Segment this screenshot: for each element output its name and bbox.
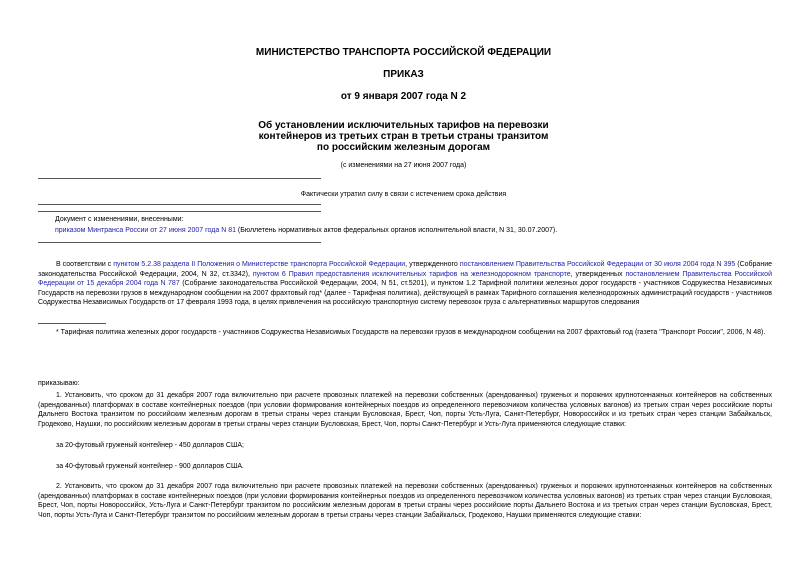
order-lead: приказываю: <box>38 380 80 387</box>
ministry-heading: МИНИСТЕРСТВО ТРАНСПОРТА РОССИЙСКОЙ ФЕДЕРАЦИИ <box>255 47 552 58</box>
preamble-text: , утвержденных <box>570 270 626 278</box>
resolution-395-link[interactable]: постановлением Правительства Российской Федерации от 30 июля 2004 года N 395 <box>459 261 736 268</box>
rate-40ft: за 40-футовый груженый контейнер - 900 долларов США. <box>56 463 244 470</box>
preamble-text: (Собрание законодательства Российской Федерации, 2004, N 32, ст.3342), <box>38 261 772 278</box>
title-line-2: контейнеров из третьих стран в третьи страны транзитом <box>258 131 549 142</box>
doc-type-heading: ПРИКАЗ <box>383 69 424 80</box>
preamble-paragraph <box>38 260 772 308</box>
preamble-text: , утвержденного <box>405 261 460 268</box>
title-line-1: Об установлении исключительных тарифов на перевозки <box>258 120 549 131</box>
changes-note: (с изменениями на 27 июня 2007 года) <box>340 162 467 169</box>
order-paragraph-2: 2. Установить, что сроком до 31 декабря 2007 года включительно при расчете провозных платежей на перевозки собственных (арендованных) груженых и порожних крупнотоннажных контейнеров на собственных (арендованных) платформах в составе контейнерных поездов (при условии формирования контейнерных поездов из определенного перевозчиком количества условных вагонов) из третьих стран через станции Бусловская, Брест, Чоп, порты Новороссийск, Усть-Луга и Санкт-Петербург транзитом по российским железным дорогам в третьи страны через российские порты Дальнего Востока и из третьих стран через станции Бусловская, Брест, Чоп, порты Усть-Луга и Санкт-Петербург транзитом по российским железным дорогам в третьи страны через станции Забайкальск, Гродеково, Наушки применяются следующие ставки: <box>38 483 772 519</box>
changes-box-lead: Документ с изменениями, внесенными: <box>55 216 184 223</box>
divider <box>38 242 321 243</box>
divider <box>38 204 321 205</box>
order-paragraph-1: 1. Установить, что сроком до 31 декабря 2007 года включительно при расчете провозных платежей на перевозки собственных (арендованных) груженых и порожних крупнотоннажных контейнеров на собственных (арендованных) платформах в составе контейнерных поездов (при условии формирования контейнерных поездов из определенного перевозчиком количества условных вагонов) из третьих стран через российские порты Дальнего Востока транзитом по российским железным дорогам в третьи страны через станции Бусловская, Брест, Чоп, порты Усть-Луга, Санкт-Петербург, Новороссийск и из третьих стран через станции Забайкальск, Гродеково, Наушки, по российским железным дорогам в третьи страны через станции Бусловская, Брест, Чоп, порты Санкт-Петербург и Усть-Луга применяются следующие ставки: <box>38 392 772 428</box>
title-line-3: по российским железным дорогам <box>316 142 491 153</box>
preamble-text: (Собрание законодательства Российской Федерации, 2004, N 51, ст.5201), и пунктом 1.2 Тарифной политики железных дорог государств - участников Содружества Независимых Государств на перевозки грузов в международном сообщении на 2007 фрахтовый год* (далее - Тарифная политика), действующей в рамках Тарифного соглашения железнодорожных администраций государств - участников Содружества Независимых Государств от 17 февраля 1993 года, в целях привлечения на российскую транспортную систему перевозок груза с альтернативных маршрутов следования <box>38 280 773 307</box>
footnote-divider <box>38 323 106 324</box>
rate-20ft: за 20-футовый груженый контейнер - 450 долларов США; <box>56 442 244 449</box>
divider <box>38 178 321 179</box>
resolution-787-link[interactable]: постановлением Правительства Российской Федерации от 15 декабря 2004 года N 787 <box>38 270 772 288</box>
changes-box-text <box>55 226 775 236</box>
status-note: Фактически утратил силу в связи с истечением срока действия <box>300 191 507 198</box>
changes-box-tail: (Бюллетень нормативных актов федеральных органов исполнительной власти, N 31, 30.07.2007). <box>235 227 558 234</box>
footnote: * Тарифная политика железных дорог государств - участников Содружества Независимых Государств на перевозки грузов в международном сообщении на 2007 фрахтовый год (газета "Транспорт России", 2006, N 48). <box>56 329 766 336</box>
tariff-rules-link[interactable]: пунктом 6 Правил предоставления исключительных тарифов на железнодорожном транспорте <box>252 270 571 278</box>
preamble-text: В соответствии с <box>56 261 114 268</box>
regulation-link[interactable]: пунктом 5.2.38 раздела II Положения о Министерстве транспорта Российской Федерации <box>113 261 406 268</box>
divider <box>38 211 321 212</box>
date-number-heading: от 9 января 2007 года N 2 <box>340 91 467 102</box>
amending-order-link[interactable]: приказом Минтранса России от 27 июня 2007 года N 81 <box>55 227 236 234</box>
document-title <box>0 120 807 153</box>
